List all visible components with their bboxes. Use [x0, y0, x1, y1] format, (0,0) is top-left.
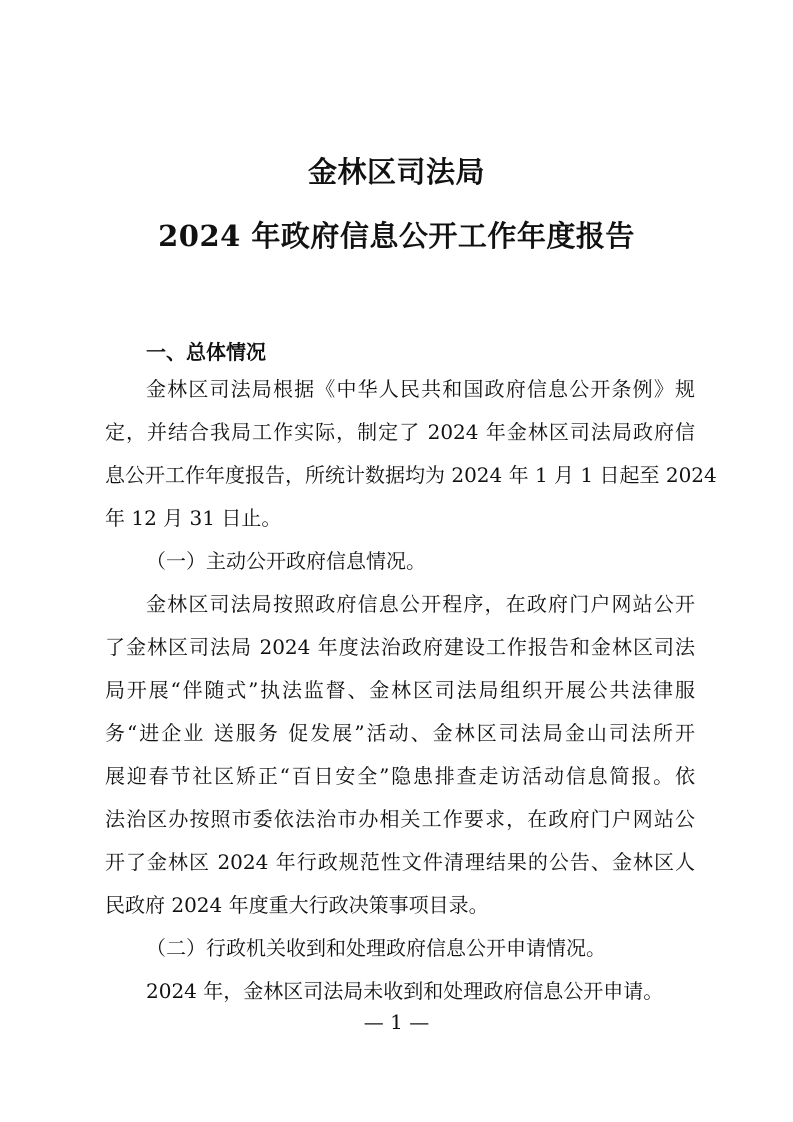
subsection-heading-proactive: （一）主动公开政府信息情况。	[146, 549, 426, 573]
paragraph-line: 展迎春节社区矫正“百日安全”隐患排查走访活动信息简报。依	[105, 764, 695, 788]
paragraph-line: 年 12 月 31 日止。	[105, 506, 282, 530]
paragraph-line: 开了金林区 2024 年行政规范性文件清理结果的公告、金林区人	[105, 850, 695, 874]
document-subtitle: 2024 年政府信息公开工作年度报告	[158, 219, 635, 253]
paragraph-line: 2024 年，金林区司法局未收到和处理政府信息公开申请。	[146, 979, 664, 1003]
paragraph-line: 局开展“伴随式”执法监督、金林区司法局组织开展公共法律服	[105, 678, 695, 702]
document-title: 金林区司法局	[307, 155, 485, 189]
paragraph-line: 法治区办按照市委依法治市办相关工作要求，在政府门户网站公	[105, 807, 695, 831]
paragraph-line: 定，并结合我局工作实际，制定了 2024 年金林区司法局政府信	[105, 420, 695, 444]
paragraph-line: 息公开工作年度报告，所统计数据均为 2024 年 1 月 1 日起至 2024	[105, 463, 717, 487]
paragraph-line: 了金林区司法局 2024 年度法治政府建设工作报告和金林区司法	[105, 635, 695, 659]
subsection-heading-requests: （二）行政机关收到和处理政府信息公开申请情况。	[146, 936, 606, 960]
paragraph-line: 金林区司法局按照政府信息公开程序，在政府门户网站公开	[146, 592, 695, 616]
section-heading-overview: 一、总体情况	[146, 340, 266, 364]
paragraph-line: 民政府 2024 年度重大行政决策事项目录。	[105, 893, 489, 917]
page-number: — 1 —	[363, 1010, 430, 1034]
paragraph-line: 金林区司法局根据《中华人民共和国政府信息公开条例》规	[146, 377, 695, 401]
paragraph-line: 务“进企业 送服务 促发展”活动、金林区司法局金山司法所开	[105, 721, 695, 745]
